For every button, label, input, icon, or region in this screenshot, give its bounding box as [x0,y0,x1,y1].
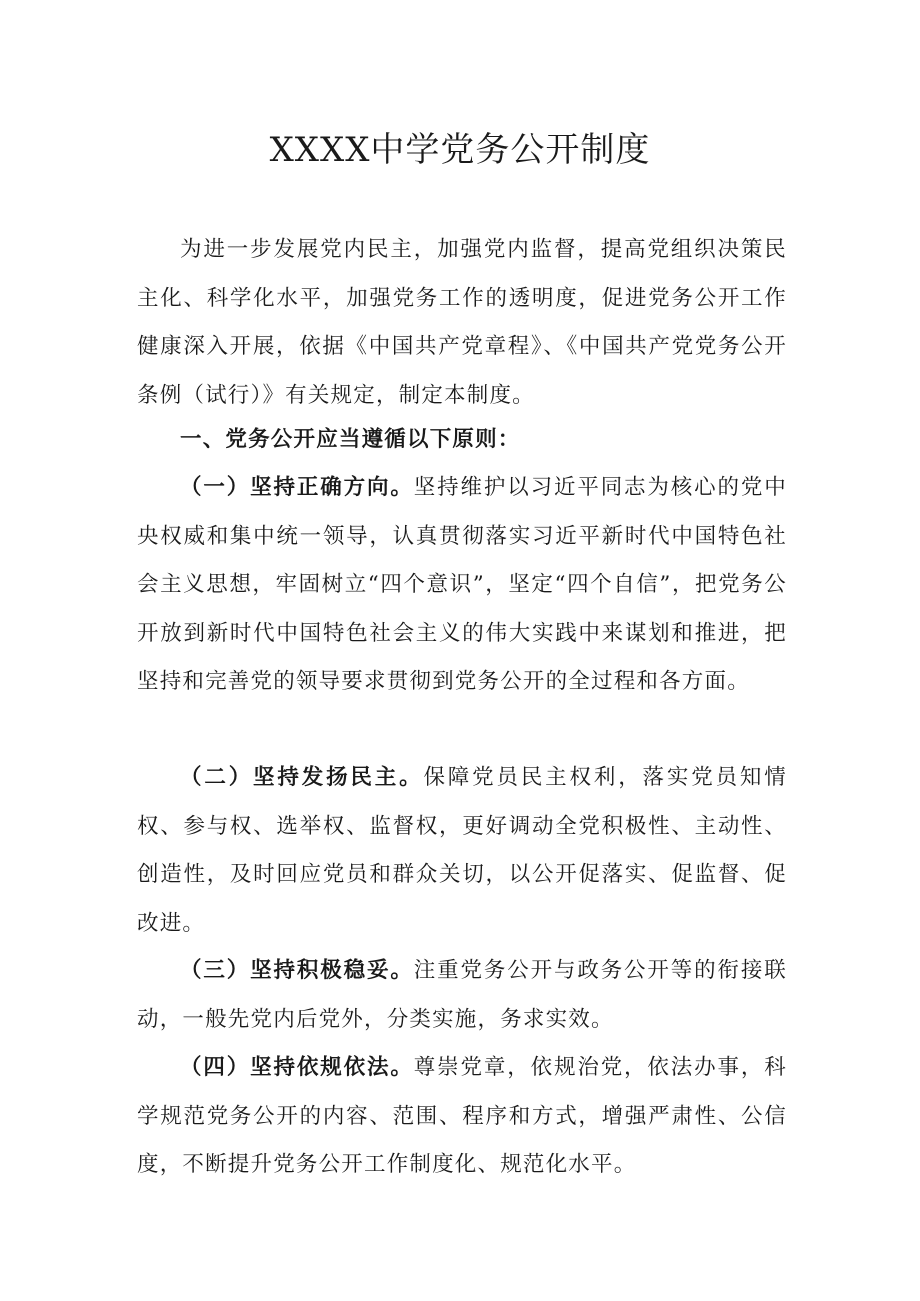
intro-paragraph: 为进一步发展党内民主，加强党内监督，提高党组织决策民主化、科学化水平，加强党务工作的透明度，促进党务公开工作健康深入开展，依据《中国共产党章程》、《中国共产党党务公开条例（试行）》有关规定，制定本制度。 [137,237,787,408]
principle-item-1 [137,464,787,707]
principle-item-2-label: （二）坚持发扬民主。 [180,765,424,790]
document-title: XXXX中学党务公开制度 [269,130,651,170]
principle-item-3-label: （三）坚持积极稳妥。 [180,958,414,983]
principle-item-2-body: 保障党员民主权利，落实党员知情权、参与权、选举权、监督权，更好调动全党积极性、主动性、创造性，及时回应党员和群众关切，以公开促落实、促监督、促改进。 [137,765,787,936]
principle-item-3-body: 注重党务公开与政务公开等的衔接联动，一般先党内后党外，分类实施，务求实效。 [137,958,787,1032]
principle-item-1-body: 坚持维护以习近平同志为核心的党中央权威和集中统一领导，认真贯彻落实习近平新时代中国特色社会主义思想，牢固树立“四个意识”，坚定“四个自信”，把党务公开放到新时代中国特色社会主义的伟大实践中来谋划和推进，把坚持和完善党的领导要求贯彻到党务公开的全过程和各方面。 [137,475,787,694]
principle-item-4 [137,1044,787,1190]
principle-item-4-body: 尊崇党章，依规治党，依法办事，科学规范党务公开的内容、范围、程序和方式，增强严肃性、公信度，不断提升党务公开工作制度化、规范化水平。 [137,1055,787,1177]
principle-item-1-label: （一）坚持正确方向。 [180,475,414,500]
principle-item-3 [137,947,787,1044]
section-1-heading: 一、党务公开应当遵循以下原则： [180,427,521,452]
principle-item-2 [137,754,787,948]
principle-item-4-label: （四）坚持依规依法。 [180,1055,414,1080]
